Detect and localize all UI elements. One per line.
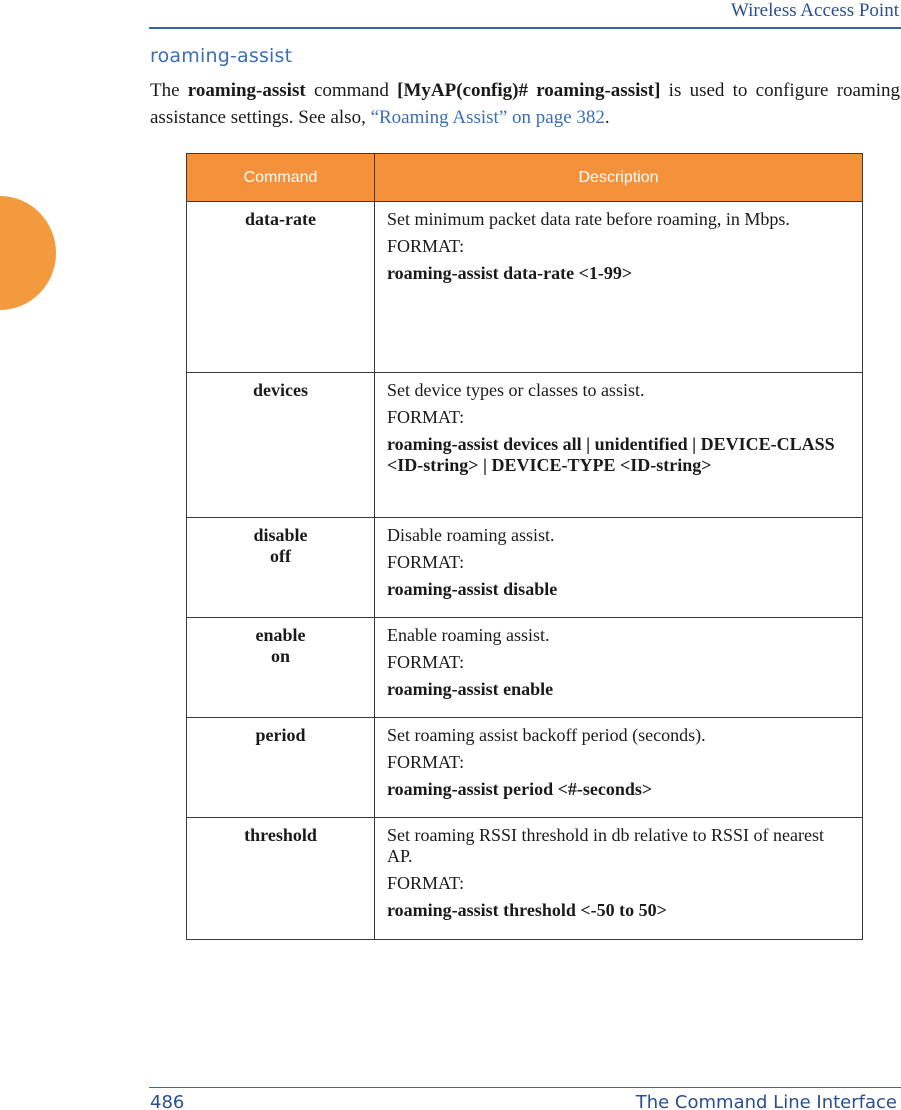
command-name: period: [255, 725, 306, 745]
command-cell: [187, 618, 375, 718]
header-rule: [149, 27, 901, 29]
description-text: Set device types or classes to assist.: [387, 380, 645, 400]
command-alias: on: [270, 646, 290, 666]
chapter-side-tab: [0, 196, 56, 310]
format-syntax: roaming-assist period <#-seconds>: [387, 779, 653, 799]
page-number: 486: [150, 1092, 185, 1110]
column-header-command: Command: [187, 154, 375, 202]
footer-rule: [149, 1087, 901, 1088]
description-cell: [375, 373, 863, 518]
section-heading: roaming-assist: [150, 45, 293, 67]
intro-end: .: [604, 107, 610, 128]
table-row: [187, 818, 863, 940]
format-syntax: roaming-assist data-rate <1-99>: [387, 263, 633, 283]
description-text: Set roaming RSSI threshold in db relative to RSSI of nearest AP.: [387, 825, 824, 866]
format-label: FORMAT:: [387, 236, 465, 256]
running-header-title: Wireless Access Point: [730, 0, 899, 21]
description-text: Set minimum packet data rate before roaming, in Mbps.: [387, 209, 790, 229]
chapter-title: The Command Line Interface: [635, 1092, 897, 1110]
command-name: devices: [253, 380, 308, 400]
table-row: [187, 202, 863, 373]
table-row: [187, 373, 863, 518]
intro-word-command: command: [313, 80, 389, 101]
command-cell: [187, 518, 375, 618]
cross-reference-link[interactable]: “Roaming Assist” on page 382: [370, 107, 605, 128]
command-cell: [187, 818, 375, 940]
description-cell: [375, 618, 863, 718]
intro-paragraph: [150, 77, 900, 131]
description-text: Enable roaming assist.: [387, 625, 550, 645]
format-syntax: roaming-assist threshold <-50 to 50>: [387, 900, 667, 920]
command-name: data-rate: [245, 209, 316, 229]
intro-rest: is used to configure roaming assistance settings. See also,: [150, 80, 901, 128]
format-label: FORMAT:: [387, 652, 465, 672]
description-cell: [375, 718, 863, 818]
command-cell: [187, 373, 375, 518]
command-cell: [187, 718, 375, 818]
description-cell: [375, 202, 863, 373]
description-cell: [375, 818, 863, 940]
description-text: Disable roaming assist.: [387, 525, 555, 545]
format-label: FORMAT:: [387, 552, 465, 572]
intro-syntax: [MyAP(config)# roaming-assist]: [397, 80, 661, 101]
command-alias: off: [270, 546, 291, 566]
table-row: [187, 618, 863, 718]
format-label: FORMAT:: [387, 407, 465, 427]
table-row: [187, 718, 863, 818]
intro-the: The: [150, 80, 180, 101]
command-cell: [187, 202, 375, 373]
command-table: [186, 153, 863, 940]
column-header-description: Description: [375, 154, 863, 202]
table-header-row: [187, 154, 863, 202]
command-name: enable: [255, 625, 306, 645]
format-syntax: roaming-assist enable: [387, 679, 554, 699]
format-label: FORMAT:: [387, 752, 465, 772]
intro-command-name: roaming-assist: [187, 80, 306, 101]
format-label: FORMAT:: [387, 873, 465, 893]
description-text: Set roaming assist backoff period (seconds).: [387, 725, 706, 745]
command-name: disable: [253, 525, 308, 545]
description-cell: [375, 518, 863, 618]
table-row: [187, 518, 863, 618]
format-syntax: roaming-assist devices all | unidentified | DEVICE-CLASS <ID-string> | DEVICE-TYPE <ID-string>: [387, 434, 835, 475]
command-name: threshold: [244, 825, 317, 845]
format-syntax: roaming-assist disable: [387, 579, 558, 599]
